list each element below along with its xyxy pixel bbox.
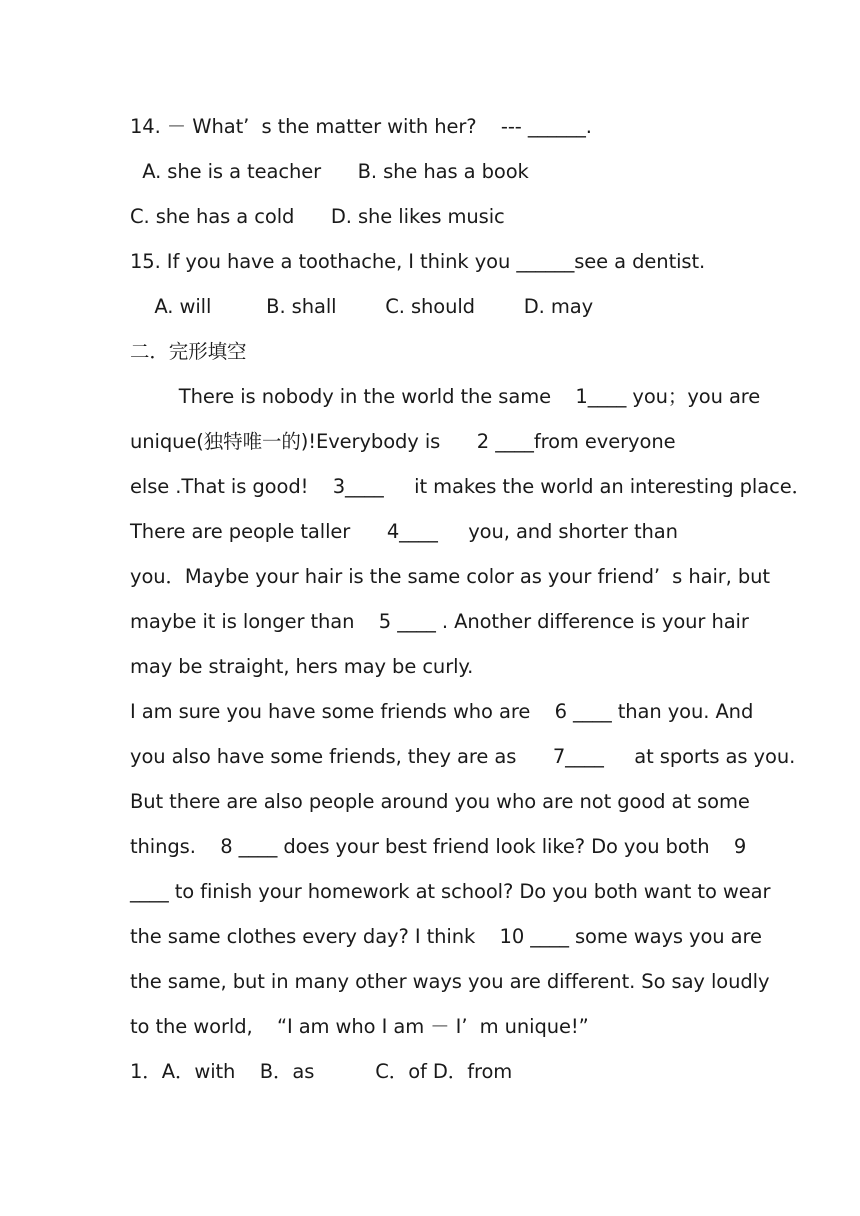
question-14-options-ab: A. she is a teacher B. she has a book [130, 160, 529, 183]
question-15-options: A. will B. shall C. should D. may [130, 295, 594, 318]
passage-line: There is nobody in the world the same 1____ you；you are [130, 385, 761, 408]
passage-line: things. 8 ____ does your best friend look like? Do you both 9 [130, 835, 747, 858]
answer-option-1: 1．A．with B．as C．of D．from [130, 1060, 513, 1083]
passage-line: you．Maybe your hair is the same color as your friend’ s hair, but [130, 565, 770, 588]
passage-line: unique(独特唯一的)!Everybody is 2 ____from everyone [130, 430, 676, 453]
passage-line: the same, but in many other ways you are different. So say loudly [130, 970, 770, 993]
passage-line: to the world, “I am who I am － I’ m unique!” [130, 1015, 589, 1038]
passage-line: I am sure you have some friends who are 6 ____ than you. And [130, 700, 754, 723]
question-14: 14. － What’ s the matter with her? --- ______. [130, 115, 592, 138]
passage-line: else .That is good! 3____ it makes the world an interesting place． [130, 475, 812, 498]
question-15: 15. If you have a toothache, I think you ______see a dentist. [130, 250, 706, 273]
section-heading-cloze: 二．完形填空 [130, 340, 247, 363]
passage-line: ____ to finish your homework at school? Do you both want to wear [130, 880, 771, 903]
passage-line: There are people taller 4____ you, and shorter than [130, 520, 678, 543]
passage-line: the same clothes every day? I think 10 ____ some ways you are [130, 925, 762, 948]
passage-line: you also have some friends, they are as 7____ at sports as you. [130, 745, 796, 768]
passage-line: may be straight, hers may be curly. [130, 655, 474, 678]
passage-line: But there are also people around you who are not good at some [130, 790, 750, 813]
question-14-options-cd: C. she has a cold D. she likes music [130, 205, 505, 228]
passage-line: maybe it is longer than 5 ____ . Another difference is your hair [130, 610, 749, 633]
